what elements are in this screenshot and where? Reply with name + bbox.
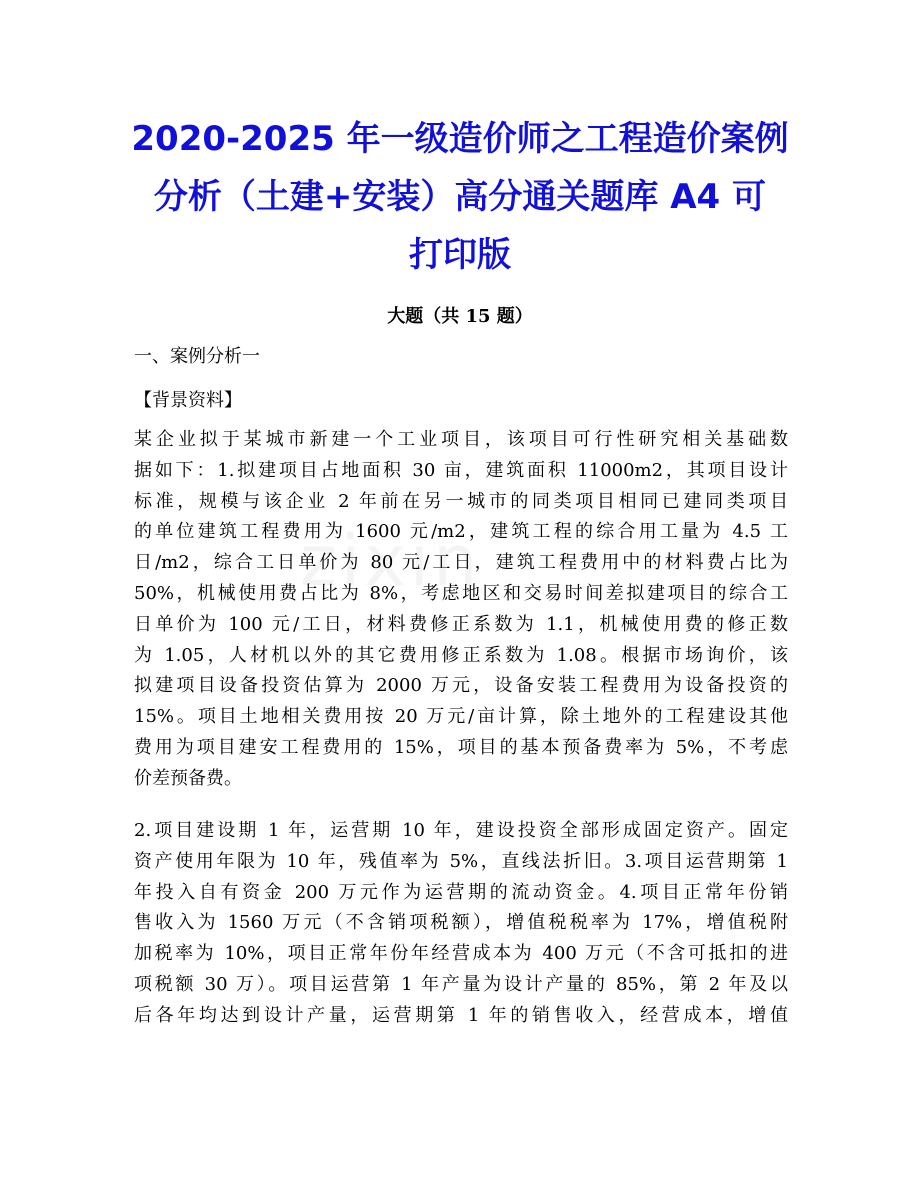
paragraph-line: 50%，机械使用费占比为 8%，考虑地区和交易时间差拟建项目的综合工 bbox=[134, 582, 788, 604]
paragraph-line: 项税额 30 万）。项目运营第 1 年产量为设计产量的 85%，第 2 年及以 bbox=[134, 973, 788, 995]
paragraph-line: 为 1.05，人材机以外的其它费用修正系数为 1.08。根据市场询价，该 bbox=[134, 644, 788, 666]
background-label: 【背景资料】 bbox=[134, 390, 242, 411]
paragraph-line: 费用为项目建安工程费用的 15%，项目的基本预备费率为 5%，不考虑 bbox=[134, 736, 788, 758]
paragraph-line: 据如下：1.拟建项目占地面积 30 亩，建筑面积 11000m2，其项目设计 bbox=[134, 459, 788, 481]
paragraph-line: 资产使用年限为 10 年，残值率为 5%，直线法折旧。3.项目运营期第 1 bbox=[134, 850, 788, 872]
paragraph-line: 年投入自有资金 200 万元作为运营期的流动资金。4.项目正常年份销 bbox=[134, 881, 788, 903]
paragraph-2 bbox=[134, 816, 788, 1032]
paragraph-line: 价差预备费。 bbox=[134, 767, 242, 789]
title-line-2: 分析（土建+安装）高分通关题库 A4 可 bbox=[153, 177, 767, 217]
title-line-3: 打印版 bbox=[409, 235, 511, 275]
paragraph-1 bbox=[134, 425, 788, 795]
paragraph-line: 加税率为 10%，项目正常年份年经营成本为 400 万元（不含可抵扣的进 bbox=[134, 943, 788, 965]
paragraph-line: 15%。项目土地相关费用按 20 万元/亩计算，除土地外的工程建设其他 bbox=[134, 706, 788, 728]
case-heading: 一、案例分析一 bbox=[134, 346, 260, 367]
watermark: zixin bbox=[300, 520, 482, 602]
paragraph-line: 2.项目建设期 1 年，运营期 10 年，建设投资全部形成固定资产。固定 bbox=[134, 820, 788, 841]
paragraph-line: 拟建项目设备投资估算为 2000 万元，设备安装工程费用为设备投资的 bbox=[134, 675, 788, 697]
paragraph-line: 的单位建筑工程费用为 1600 元/m2，建筑工程的综合用工量为 4.5 工 bbox=[134, 521, 788, 543]
paragraph-line: 日/m2，综合工日单价为 80 元/工日，建筑工程费用中的材料费占比为 bbox=[134, 552, 788, 574]
paragraph-line: 售收入为 1560 万元（不含销项税额），增值税税率为 17%，增值税附 bbox=[134, 912, 788, 934]
paragraph-line: 某企业拟于某城市新建一个工业项目，该项目可行性研究相关基础数 bbox=[134, 429, 788, 450]
section-heading: 大题（共 15 题） bbox=[387, 306, 533, 327]
title-line-1: 2020-2025 年一级造价师之工程造价案例 bbox=[131, 119, 789, 159]
paragraph-line: 标准，规模与该企业 2 年前在另一城市的同类项目相同已建同类项目 bbox=[134, 490, 788, 512]
document-title bbox=[120, 110, 800, 284]
paragraph-line: 后各年均达到设计产量，运营期第 1 年的销售收入，经营成本，增值 bbox=[134, 1004, 788, 1026]
paragraph-line: 日单价为 100 元/工日，材料费修正系数为 1.1，机械使用费的修正数 bbox=[134, 613, 788, 635]
